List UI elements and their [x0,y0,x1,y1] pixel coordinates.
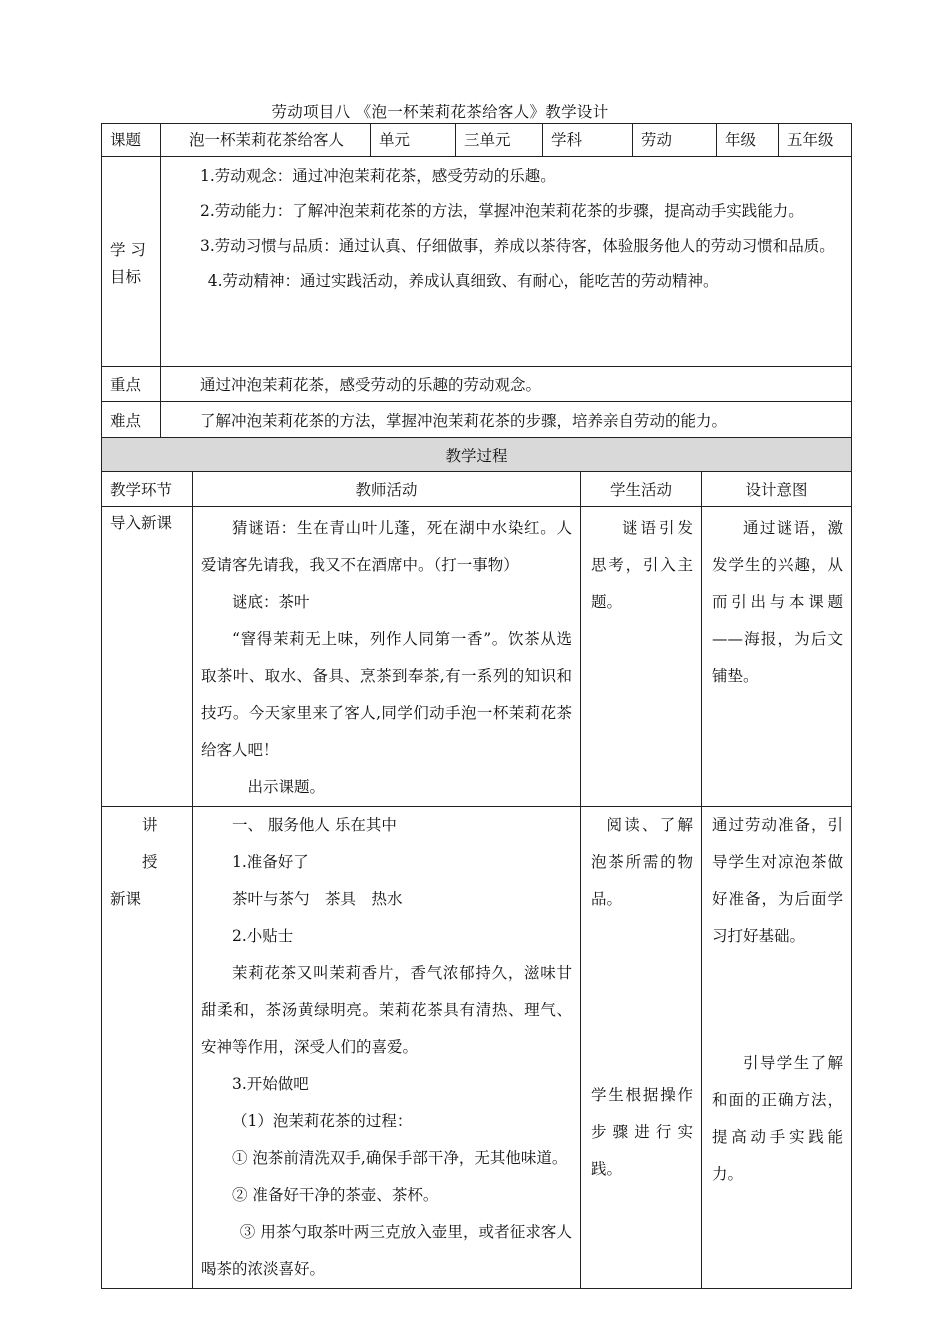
col-stage: 教学环节 [102,472,193,507]
goal-1: 1.劳动观念：通过冲泡茉莉花茶，感受劳动的乐趣。 [200,167,556,185]
goals-label-line-2: 目标 [110,267,142,286]
lesson-process-title: （1）泡茉莉花茶的过程： [232,1112,413,1130]
grade-label: 年级 [717,124,779,157]
riddle-text: 猜谜语：生在青山叶儿蓬，死在湖中水染红。人爱请客先请我，我又不在酒席中。（打一事物） [201,519,572,574]
intro-stage: 导入新课 [102,507,193,807]
lesson-step-tips: 2.小贴士 [232,927,294,945]
goal-2: 2.劳动能力：了解冲泡茉莉花茶的方法，掌握冲泡茉莉花茶的步骤，提高动手实践能力。 [200,202,804,220]
lesson-stage-line-2: 新课 [110,890,142,908]
process-header: 教学过程 [102,438,852,472]
subject-label: 学科 [543,124,633,157]
lesson-student-text-2: 学生根据操作步骤进行实践。 [591,1086,693,1178]
lesson-process-step-1: ① 泡茶前清洗双手,确保手部干净，无其他味道。 [232,1149,568,1167]
lesson-intent [702,807,852,1289]
intro-intent [702,507,852,807]
goal-4: 4.劳动精神：通过实践活动，养成认真细致、有耐心，能吃苦的劳动精神。 [207,272,719,290]
lesson-process-step-3: ③ 用茶勺取茶叶两三克放入壶里，或者征求客人喝茶的浓淡喜好。 [201,1223,572,1278]
lesson-step-start: 3.开始做吧 [232,1075,309,1093]
topic-label: 课题 [102,124,161,157]
intro-row [102,507,852,807]
process-header-row [102,438,852,472]
subject-value: 劳动 [633,124,717,157]
lesson-step-prepare: 1.准备好了 [232,853,309,871]
key-value: 通过冲泡茉莉花茶，感受劳动的乐趣的劳动观念。 [161,367,852,402]
lesson-intent-text-1: 通过劳动准备，引导学生对凉泡茶做好准备，为后面学习打好基础。 [712,816,844,945]
riddle-answer: 谜底：茶叶 [232,593,310,611]
show-topic: 出示课题。 [247,778,326,796]
col-student: 学生活动 [581,472,702,507]
lesson-teacher [193,807,581,1289]
intro-intent-text: 通过谜语，激发学生的兴趣，从而引出与本课题——海报，为后文铺垫。 [712,519,844,685]
lesson-section-title: 一、 服务他人 乐在其中 [232,816,397,834]
lesson-process-step-2: ② 准备好干净的茶壶、茶杯。 [232,1186,439,1204]
lesson-student-text-1: 阅读、了解泡茶所需的物品。 [591,816,693,908]
key-label: 重点 [102,367,161,402]
goals-label [102,157,161,367]
info-row-key [102,367,852,402]
grade-value: 五年级 [779,124,852,157]
info-row-goals [102,157,852,367]
intro-teacher [193,507,581,807]
lesson-items: 茶叶与茶勺 茶具 热水 [232,890,403,908]
intro-student-text: 谜语引发思考，引入主题。 [591,519,693,611]
goals-label-line-1: 学 习 [110,240,146,259]
document-title: 劳动项目八 《泡一杯茉莉花茶给客人》教学设计 [271,103,609,121]
process-table [101,437,852,1289]
col-teacher: 教师活动 [193,472,581,507]
col-intent: 设计意图 [702,472,852,507]
intro-poem-text: “窨得茉莉无上味，列作人同第一香”。饮茶从选取茶叶、取水、备具、烹茶到奉茶,有一系列的知识和技巧。今天家里来了客人,同学们动手泡一杯茉莉花茶给客人吧！ [201,630,572,759]
goals-content [161,157,852,367]
lesson-stage [102,807,193,1289]
info-table [101,123,852,438]
process-columns-row [102,472,852,507]
difficulty-label: 难点 [102,402,161,438]
lesson-student [581,807,702,1289]
topic-value: 泡一杯茉莉花茶给客人 [161,124,371,157]
intro-student [581,507,702,807]
unit-label: 单元 [371,124,456,157]
info-row-topic [102,124,852,157]
info-row-difficulty [102,402,852,438]
lesson-intent-text-2: 引导学生了解和面的正确方法，提高动手实践能力。 [712,1054,844,1183]
lesson-row [102,807,852,1289]
goal-3: 3.劳动习惯与品质：通过认真、仔细做事，养成以茶待客，体验服务他人的劳动习惯和品质。 [200,237,835,255]
unit-value: 三单元 [456,124,543,157]
lesson-tips-text: 茉莉花茶又叫茉莉香片，香气浓郁持久，滋味甘甜柔和，茶汤黄绿明亮。茉莉花茶具有清热、理气、安神等作用，深受人们的喜爱。 [201,964,572,1056]
difficulty-value: 了解冲泡茉莉花茶的方法，掌握冲泡茉莉花茶的步骤，培养亲自劳动的能力。 [161,402,852,438]
lesson-stage-line-1: 讲 授 [142,816,164,871]
